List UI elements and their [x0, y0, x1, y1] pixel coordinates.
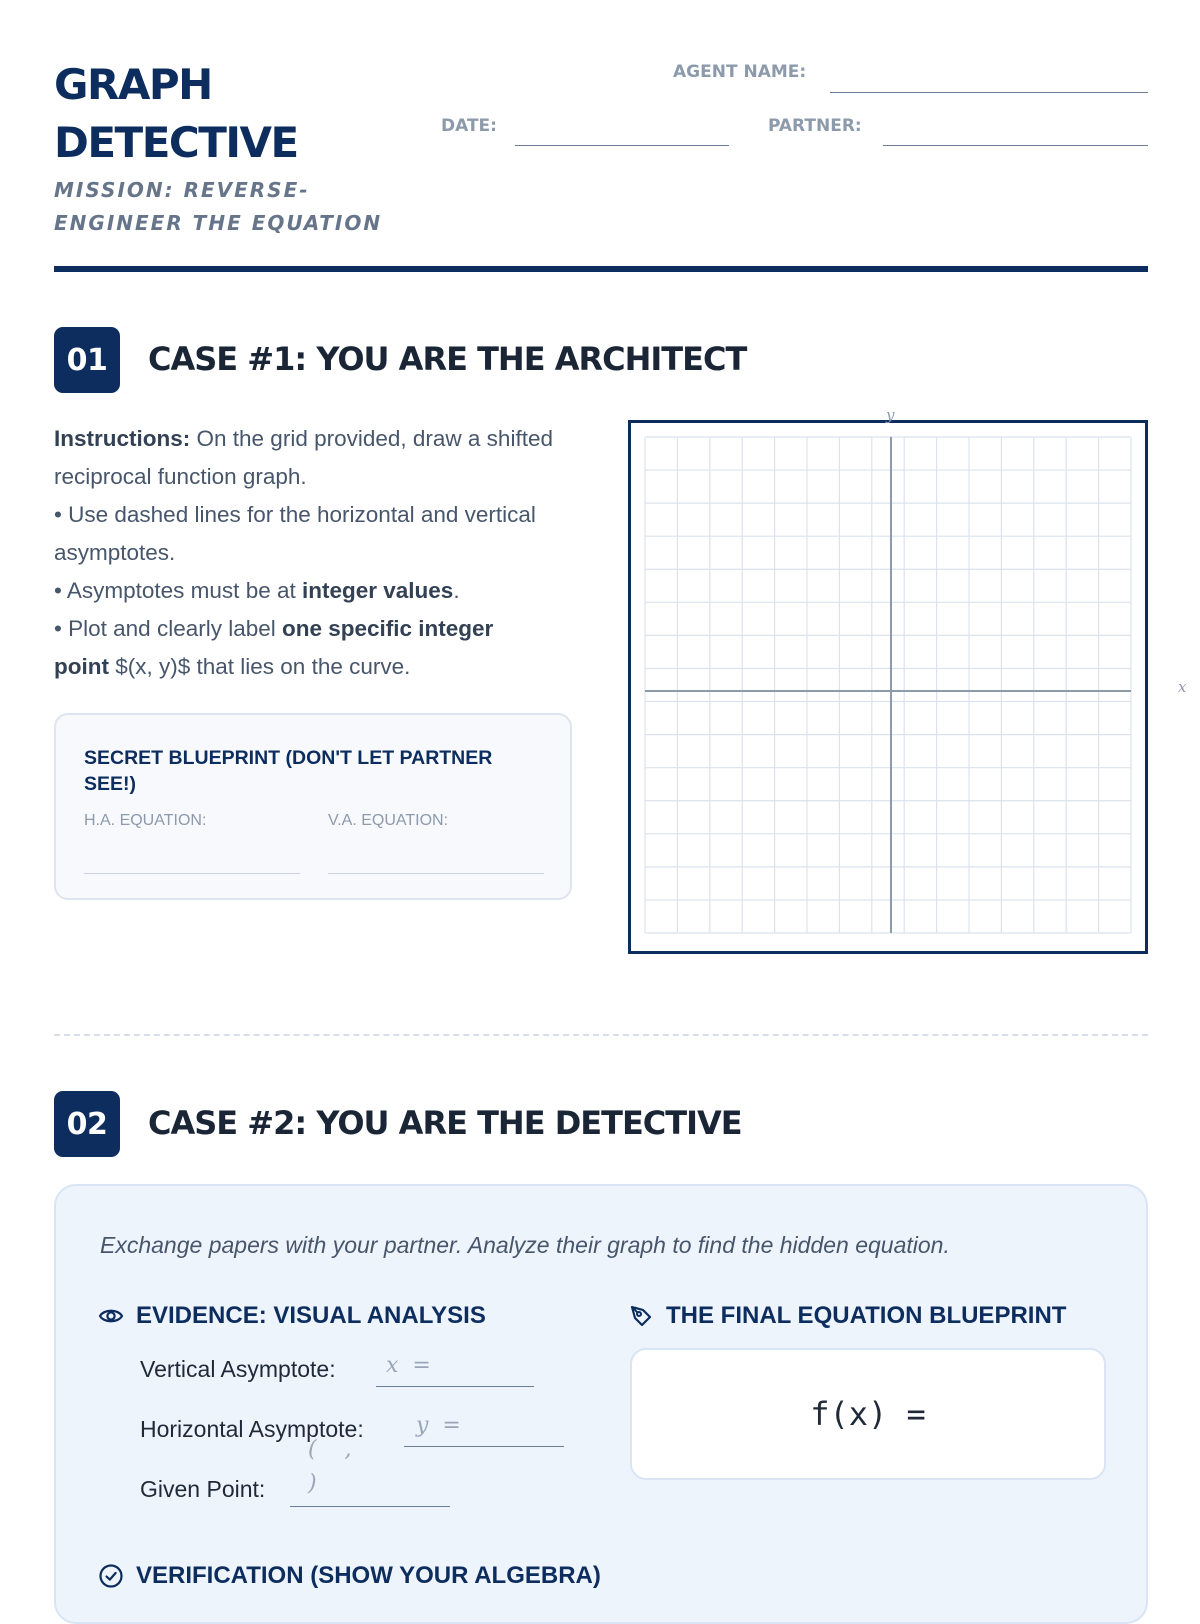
- vertical-asymptote-label: Vertical Asymptote:: [140, 1356, 336, 1382]
- final-equation-heading: THE FINAL EQUATION BLUEPRINT: [628, 1302, 1066, 1330]
- case-1-instructions: [54, 420, 554, 686]
- worksheet-title: [54, 56, 298, 172]
- partner-field[interactable]: [883, 145, 1148, 146]
- pen-tool-icon: [628, 1303, 654, 1329]
- given-point-placeholder-close: ): [308, 1471, 317, 1496]
- eye-icon: [98, 1303, 124, 1329]
- evidence-heading: EVIDENCE: VISUAL ANALYSIS: [98, 1302, 486, 1330]
- given-point-field[interactable]: [290, 1506, 450, 1507]
- instructions-intro: On the grid provided, draw a shifted reciprocal function graph.: [54, 426, 553, 489]
- verification-heading: VERIFICATION (SHOW YOUR ALGEBRA): [98, 1562, 601, 1590]
- case-2-title: CASE #2: YOU ARE THE DETECTIVE: [148, 1104, 742, 1142]
- instructions-lead: Instructions:: [54, 426, 191, 451]
- horizontal-asymptote-field[interactable]: [404, 1446, 564, 1447]
- case-1-number-badge: 01: [54, 327, 120, 393]
- secret-blueprint-card: [54, 713, 572, 900]
- instruction-bullet-2: • Asymptotes must be at integer values.: [54, 578, 460, 603]
- secret-blueprint-title: SECRET BLUEPRINT (DON'T LET PARTNER SEE!): [84, 747, 493, 795]
- vertical-asymptote-field[interactable]: [376, 1386, 534, 1387]
- x-axis-label: x: [1178, 678, 1187, 696]
- case-2-number-badge: 02: [54, 1091, 120, 1157]
- date-label: DATE:: [441, 116, 497, 136]
- check-circle-icon: [98, 1563, 124, 1589]
- case-2-panel: [54, 1184, 1148, 1624]
- section-divider: [54, 1034, 1148, 1036]
- given-point-placeholder-open: ( ,: [308, 1437, 352, 1462]
- final-equation-text: f(x) =: [810, 1395, 926, 1433]
- worksheet-page: [54, 0, 1187, 1600]
- given-point-label: Given Point:: [140, 1476, 266, 1502]
- title-line-1: GRAPH: [54, 60, 212, 109]
- vertical-asymptote-placeholder: x =: [386, 1353, 431, 1378]
- va-equation-label: V.A. EQUATION:: [328, 812, 449, 829]
- header-divider: [54, 266, 1148, 272]
- coordinate-grid: [631, 423, 1145, 951]
- instruction-bullet-3: • Plot and clearly label one specific integer point $(x, y)$ that lies on the curve.: [54, 616, 494, 679]
- partner-label: PARTNER:: [768, 116, 862, 136]
- agent-name-field[interactable]: [830, 92, 1148, 93]
- case-1-title: CASE #1: YOU ARE THE ARCHITECT: [148, 340, 747, 378]
- va-equation-field[interactable]: [328, 873, 544, 874]
- ha-equation-label: H.A. EQUATION:: [84, 812, 207, 829]
- y-axis-label: y: [886, 406, 895, 424]
- drawing-grid[interactable]: [628, 420, 1148, 954]
- grid-lines: [645, 437, 1131, 933]
- horizontal-asymptote-placeholder: y =: [416, 1413, 461, 1438]
- horizontal-asymptote-label: Horizontal Asymptote:: [140, 1416, 364, 1442]
- date-field[interactable]: [515, 145, 729, 146]
- final-equation-box[interactable]: [630, 1348, 1106, 1480]
- case-2-intro: Exchange papers with your partner. Analyze their graph to find the hidden equation.: [100, 1232, 950, 1258]
- instruction-bullet-1: • Use dashed lines for the horizontal and vertical asymptotes.: [54, 502, 536, 565]
- mission-subtitle: MISSION: REVERSE-ENGINEER THE EQUATION: [54, 178, 383, 235]
- title-line-2: DETECTIVE: [54, 118, 298, 167]
- ha-equation-field[interactable]: [84, 873, 300, 874]
- agent-name-label: AGENT NAME:: [673, 62, 807, 82]
